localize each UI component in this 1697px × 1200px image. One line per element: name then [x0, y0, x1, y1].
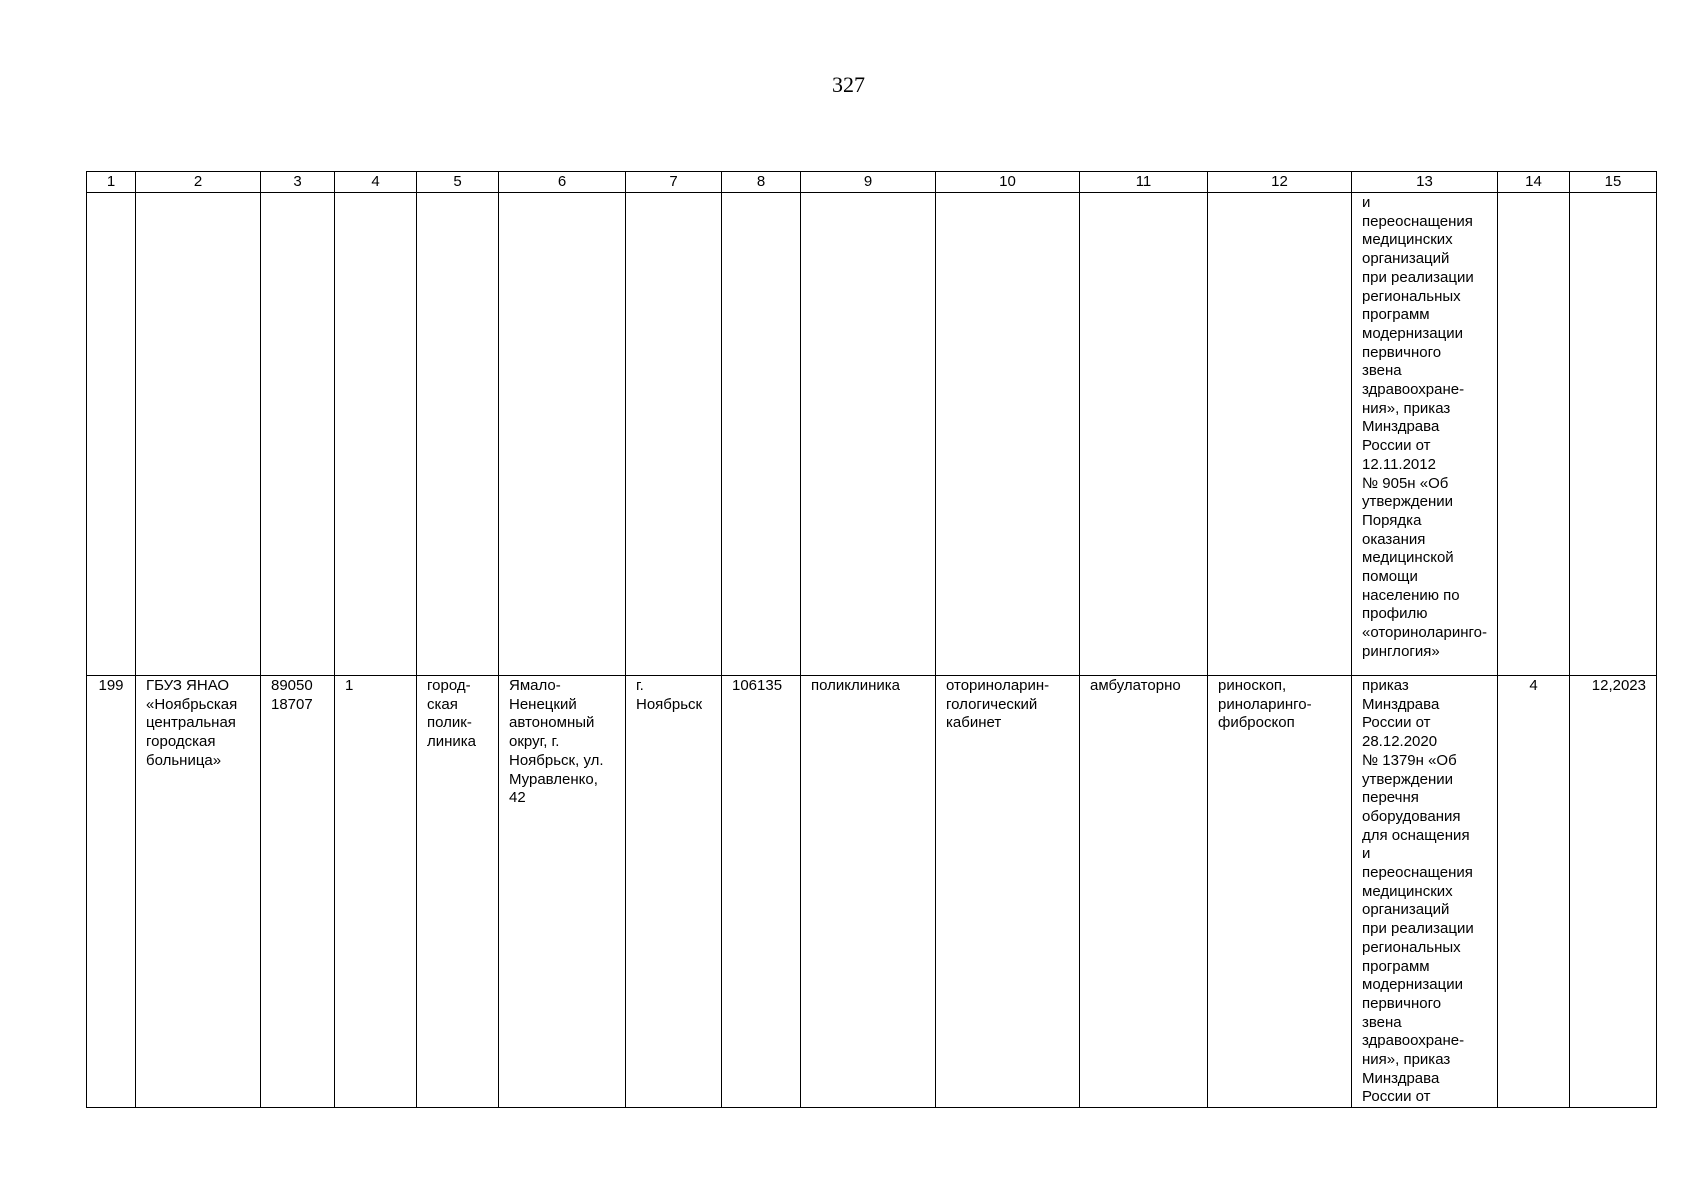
- column-number-9: 9: [801, 172, 936, 193]
- empty-cell: [1080, 193, 1208, 676]
- table-row: [87, 676, 1657, 1108]
- column-number-7: 7: [626, 172, 722, 193]
- empty-cell: [87, 193, 136, 676]
- equipment-cell: риноскоп, риноларинго- фиброскоп: [1208, 676, 1352, 1108]
- empty-cell: [136, 193, 261, 676]
- column-number-4: 4: [335, 172, 417, 193]
- index-cell: 106135: [722, 676, 801, 1108]
- empty-cell: [261, 193, 335, 676]
- column-number-5: 5: [417, 172, 499, 193]
- empty-cell: [626, 193, 722, 676]
- regulation-cell: и переоснащения медицинских организаций при реализации региональных программ модернизации первичного звена здравоохране- ния», приказ Минздрава России от 12.11.2012 № 905н «Об утверждении Порядка оказания медицинской помощи населению по профилю «оториноларинго- ринглогия»: [1352, 193, 1498, 676]
- equipment-table: [86, 171, 1657, 1108]
- column-number-12: 12: [1208, 172, 1352, 193]
- address-cell: Ямало- Ненецкий автономный округ, г. Ноябрьск, ул. Муравленко, 42: [499, 676, 626, 1108]
- date-cell: 12,2023: [1570, 676, 1657, 1108]
- empty-cell: [499, 193, 626, 676]
- code-cell: 89050 18707: [261, 676, 335, 1108]
- facility-type-cell: город- ская полик- линика: [417, 676, 499, 1108]
- column-number-6: 6: [499, 172, 626, 193]
- table-row: [87, 193, 1657, 676]
- regulation-cell: приказ Минздрава России от 28.12.2020 № 1379н «Об утверждении перечня оборудования для оснащения и переоснащения медицинских организаций при реализации региональных программ модернизации первичного звена здравоохране- ния», приказ Минздрава России от: [1352, 676, 1498, 1108]
- empty-cell: [936, 193, 1080, 676]
- empty-cell: [417, 193, 499, 676]
- column-number-8: 8: [722, 172, 801, 193]
- care-type-cell: амбулаторно: [1080, 676, 1208, 1108]
- unit-cell: поликлиника: [801, 676, 936, 1108]
- empty-cell: [801, 193, 936, 676]
- empty-cell: [1570, 193, 1657, 676]
- row-number-cell: 199: [87, 676, 136, 1108]
- column-number-3: 3: [261, 172, 335, 193]
- cabinet-cell: оториноларин- гологический кабинет: [936, 676, 1080, 1108]
- count-cell: 1: [335, 676, 417, 1108]
- empty-cell: [722, 193, 801, 676]
- table-header-row: [87, 172, 1657, 193]
- page-number: 327: [832, 72, 865, 97]
- column-number-11: 11: [1080, 172, 1208, 193]
- column-number-2: 2: [136, 172, 261, 193]
- column-number-1: 1: [87, 172, 136, 193]
- quantity-cell: 4: [1498, 676, 1570, 1108]
- column-number-14: 14: [1498, 172, 1570, 193]
- empty-cell: [1498, 193, 1570, 676]
- empty-cell: [1208, 193, 1352, 676]
- city-cell: г. Ноябрьск: [626, 676, 722, 1108]
- empty-cell: [335, 193, 417, 676]
- column-number-10: 10: [936, 172, 1080, 193]
- column-number-15: 15: [1570, 172, 1657, 193]
- organization-cell: ГБУЗ ЯНАО «Ноябрьская центральная городская больница»: [136, 676, 261, 1108]
- column-number-13: 13: [1352, 172, 1498, 193]
